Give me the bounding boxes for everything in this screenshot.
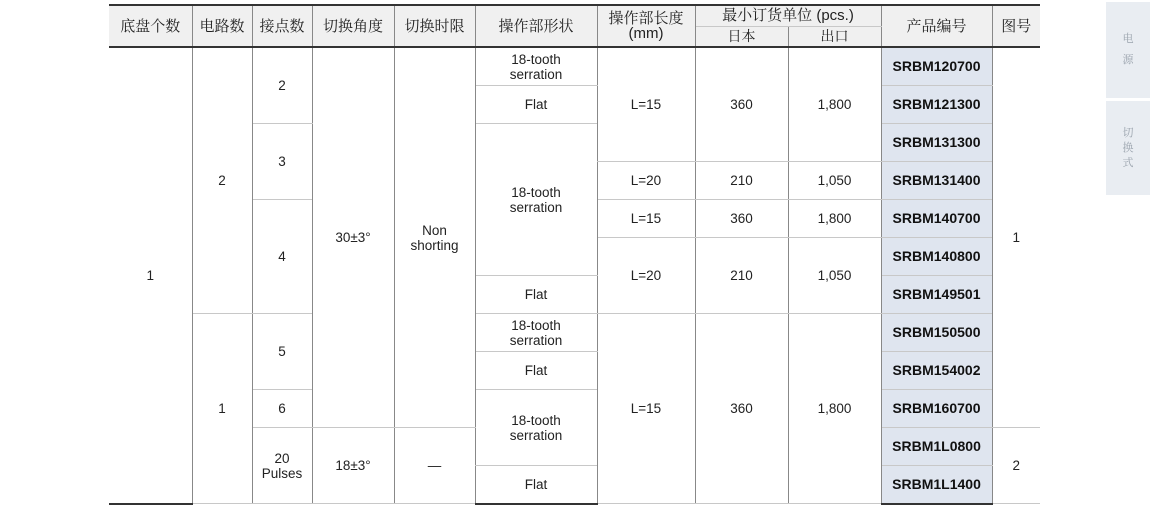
header-actuator-shape: 操作部形状 [475, 5, 597, 47]
shape-line1: 18-tooth [511, 317, 561, 333]
part-number-cell[interactable]: SRBM1L0800 [881, 428, 992, 466]
moq-export-cell: 1,800 [788, 314, 881, 504]
side-tab-char: 切 [1122, 126, 1134, 139]
moq-japan-cell: 210 [695, 162, 788, 200]
side-tab-char: 源 [1122, 54, 1134, 66]
part-number-cell[interactable]: SRBM140700 [881, 200, 992, 238]
side-tab-char: 换 [1122, 141, 1134, 154]
bases-cell: 1 [109, 47, 192, 504]
header-moq-japan: 日本 [695, 26, 788, 47]
contacts-cell-5: 5 [252, 314, 312, 390]
moq-export-cell: 1,050 [788, 238, 881, 314]
part-number-cell[interactable]: SRBM154002 [881, 352, 992, 390]
part-number-cell[interactable]: SRBM121300 [881, 86, 992, 124]
contacts-cell-3: 3 [252, 124, 312, 200]
contacts-pulses-line1: 20 [274, 450, 290, 466]
length-cell: L=15 [597, 200, 695, 238]
part-number-cell[interactable]: SRBM140800 [881, 238, 992, 276]
angle-cell-18: 18±3° [312, 428, 394, 504]
shape-line2: serration [509, 66, 563, 82]
shape-line2: serration [509, 332, 563, 348]
moq-export-cell: 1,800 [788, 200, 881, 238]
header-min-order: 最小订货单位 (pcs.) [695, 5, 881, 26]
timing-line1: Non [422, 222, 447, 238]
circuits-cell-2: 2 [192, 47, 252, 314]
timing-line2: shorting [410, 237, 459, 253]
timing-cell-non-shorting [394, 47, 475, 428]
shape-line2: serration [509, 199, 563, 215]
header-moq-export: 出口 [788, 26, 881, 47]
contacts-cell-6: 6 [252, 390, 312, 428]
header-circuits: 电路数 [192, 5, 252, 47]
header-switch-timing: 切换时限 [394, 5, 475, 47]
length-cell: L=15 [597, 47, 695, 162]
contacts-cell-pulses [252, 428, 312, 504]
side-tab-switch-type[interactable] [1106, 101, 1150, 195]
shape-cell-serration [475, 314, 597, 352]
length-cell: L=15 [597, 314, 695, 504]
header-bases: 底盘个数 [109, 5, 192, 47]
header-actuator-length-line2: (mm) [628, 25, 664, 42]
moq-japan-cell: 360 [695, 47, 788, 162]
timing-cell-dash: — [394, 428, 475, 504]
shape-line1: 18-tooth [511, 412, 561, 428]
shape-cell-serration [475, 124, 597, 276]
shape-cell-serration [475, 47, 597, 86]
shape-line2: serration [509, 427, 563, 443]
part-number-cell[interactable]: SRBM150500 [881, 314, 992, 352]
shape-cell-flat: Flat [475, 352, 597, 390]
part-number-cell[interactable]: SRBM1L1400 [881, 466, 992, 504]
contacts-cell-2: 2 [252, 47, 312, 124]
moq-export-cell: 1,800 [788, 47, 881, 162]
contacts-cell-4: 4 [252, 200, 312, 314]
side-tab-char: 式 [1122, 156, 1134, 169]
moq-export-cell: 1,050 [788, 162, 881, 200]
length-cell: L=20 [597, 162, 695, 200]
header-actuator-length [597, 5, 695, 47]
moq-japan-cell: 210 [695, 238, 788, 314]
contacts-pulses-line2: Pulses [261, 465, 303, 481]
side-tab-char: 电 [1122, 33, 1134, 45]
shape-line1: 18-tooth [511, 184, 561, 200]
header-actuator-length-line1: 操作部长度 [608, 10, 684, 27]
moq-japan-cell: 360 [695, 200, 788, 238]
part-number-cell[interactable]: SRBM131300 [881, 124, 992, 162]
part-number-cell[interactable]: SRBM120700 [881, 47, 992, 86]
header-figure: 图号 [992, 5, 1040, 47]
shape-line1: 18-tooth [511, 51, 561, 67]
shape-cell-flat: Flat [475, 86, 597, 124]
side-tab-power[interactable] [1106, 2, 1150, 98]
circuits-cell-1: 1 [192, 314, 252, 504]
figure-cell-2: 2 [992, 428, 1040, 504]
shape-cell-flat: Flat [475, 276, 597, 314]
shape-cell-serration [475, 390, 597, 466]
spec-table [109, 4, 1040, 505]
header-contacts: 接点数 [252, 5, 312, 47]
header-switch-angle: 切换角度 [312, 5, 394, 47]
part-number-cell[interactable]: SRBM149501 [881, 276, 992, 314]
moq-japan-cell: 360 [695, 314, 788, 504]
header-part-number: 产品编号 [881, 5, 992, 47]
figure-cell-1: 1 [992, 47, 1040, 428]
angle-cell-30: 30±3° [312, 47, 394, 428]
part-number-cell[interactable]: SRBM131400 [881, 162, 992, 200]
shape-cell-flat: Flat [475, 466, 597, 504]
length-cell: L=20 [597, 238, 695, 314]
part-number-cell[interactable]: SRBM160700 [881, 390, 992, 428]
